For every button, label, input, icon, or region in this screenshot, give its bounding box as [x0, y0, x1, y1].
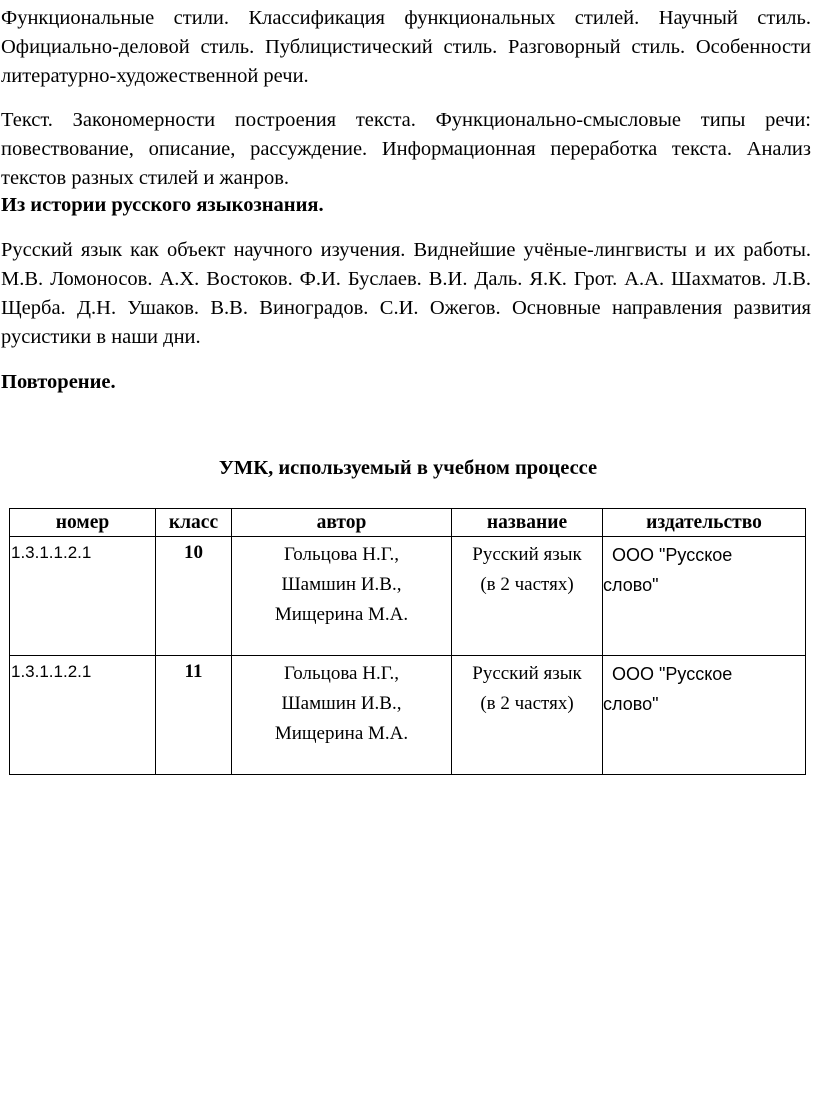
column-header-class: класс	[156, 509, 232, 537]
paragraph-russian-language-study: Русский язык как объект научного изучения. Виднейшие учёные-лингвисты и их работы. М.В. Ломоносов. А.Х. Востоков. Ф.И. Буслаев. В.И. Даль. Я.К. Грот. А.А. Шахматов. Л.В. Щерба. Д.Н. Ушаков. В.В. Виноградов. С.И. Ожегов. Основные направления развития русистики в наши дни.	[1, 239, 811, 348]
cell-publisher: ООО "Русское слово"	[603, 537, 806, 656]
cell-title: Русский язык (в 2 частях)	[452, 537, 603, 656]
cell-author: Гольцова Н.Г., Шамшин И.В., Мищерина М.А.	[232, 537, 452, 656]
umk-table	[9, 508, 806, 775]
table-row	[10, 656, 806, 775]
cell-class: 10	[156, 537, 232, 656]
table-row	[10, 537, 806, 656]
cell-publisher: ООО "Русское слово"	[603, 656, 806, 775]
table-header-row	[10, 509, 806, 537]
column-header-author: автор	[232, 509, 452, 537]
paragraph-text: Текст. Закономерности построения текста. Функционально-смысловые типы речи: повествование, описание, рассуждение. Информационная переработка текста. Анализ текстов разных стилей и жанров.	[1, 109, 811, 189]
cell-title: Русский язык (в 2 частях)	[452, 656, 603, 775]
paragraph-functional-styles: Функциональные стили. Классификация функциональных стилей. Научный стиль. Официально-деловой стиль. Публицистический стиль. Разговорный стиль. Особенности литературно-художественной речи.	[1, 7, 811, 87]
column-header-number: номер	[10, 509, 156, 537]
cell-class: 11	[156, 656, 232, 775]
cell-number: 1.3.1.1.2.1	[10, 656, 156, 775]
heading-linguistics-history: Из истории русского языкознания.	[1, 194, 324, 216]
cell-author: Гольцова Н.Г., Шамшин И.В., Мищерина М.А.	[232, 656, 452, 775]
table-caption: УМК, используемый в учебном процессе	[218, 457, 598, 479]
column-header-title: название	[452, 509, 603, 537]
cell-number: 1.3.1.1.2.1	[10, 537, 156, 656]
heading-repetition: Повторение.	[1, 371, 116, 393]
column-header-publisher: издательство	[603, 509, 806, 537]
